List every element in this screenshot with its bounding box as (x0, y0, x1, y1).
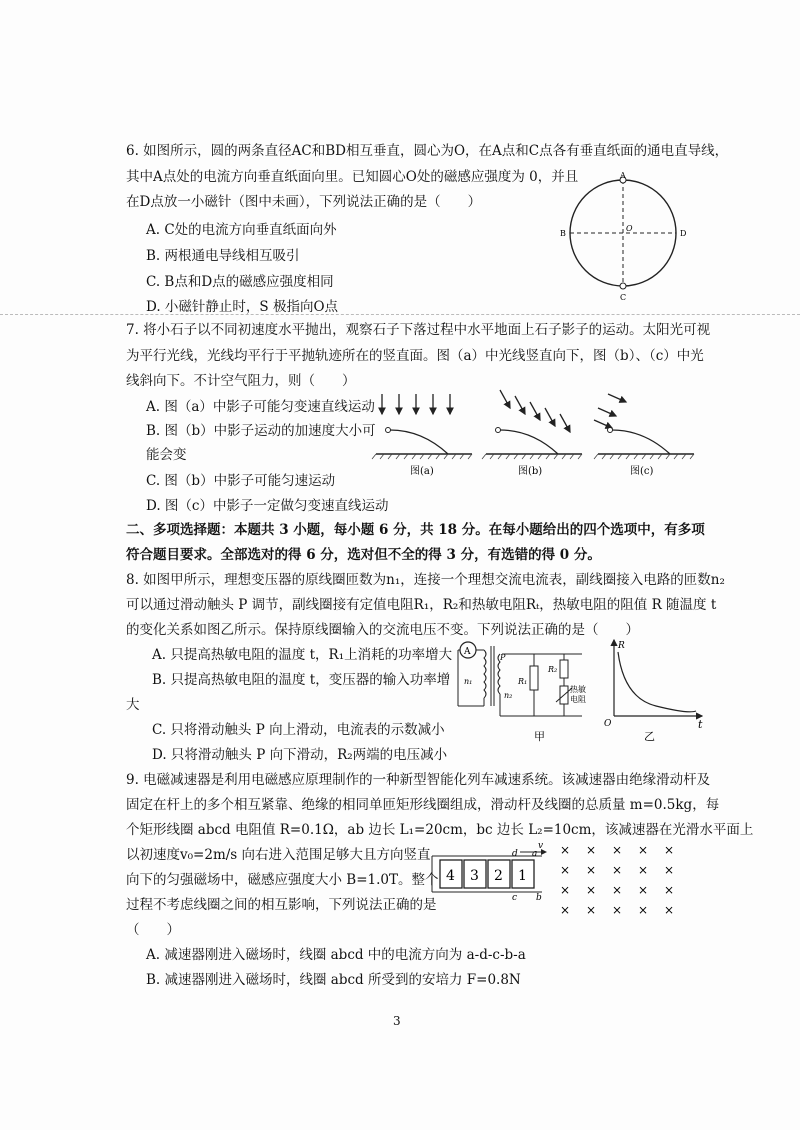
primary-coil (484, 650, 486, 698)
scan-fold-line (0, 314, 800, 316)
q8-stem-line-1: 8. 如图甲所示，理想变压器的原线圈匝数为n₁，连接一个理想交流电流表，副线圈接入电路的匝数n₂ (126, 572, 725, 588)
svg-text:×: × (586, 883, 597, 897)
q8-option-a: A. 只提高热敏电阻的温度 t，R₁上消耗的功率增大 (152, 647, 453, 663)
q6-stem-line-1: 6. 如图所示，圆的两条直径AC和BD相互垂直，圆心为O，在A点和C点各有垂直纸面的通电直导线， (126, 143, 729, 159)
section2-heading-line-2: 符合题目要求。全部选对的得 6 分，选对但不全的得 3 分，有选错的得 0 分。 (126, 547, 601, 563)
label-o: O (626, 224, 633, 233)
svg-text:×: × (560, 863, 571, 877)
svg-text:×: × (612, 903, 623, 917)
vertex-a-label: a (532, 849, 538, 859)
svg-text:×: × (638, 883, 649, 897)
r-axis-label: R (618, 641, 625, 651)
q9-stem-line-2: 固定在杆上的多个相互紧靠、绝缘的相同单匝矩形线圈组成，滑动杆及线圈的总质量 m=0.5kg，每 (126, 797, 720, 813)
q8-option-c: C. 只将滑动触头 P 向上滑动，电流表的示数减小 (152, 722, 445, 738)
q7-stem-line-3: 线斜向下。不计空气阻力，则（ ） (126, 373, 356, 389)
svg-text:×: × (664, 903, 675, 917)
q6-option-c: C. B点和D点的磁感应强度相同 (146, 274, 334, 290)
q7-option-d: D. 图（c）中影子一定做匀变速直线运动 (146, 498, 389, 514)
coil-4-label: 4 (446, 868, 455, 884)
q8-stem-line-2: 可以通过滑动触头 P 调节，副线圈接有定值电阻R₁，R₂和热敏电阻Rₜ，热敏电阻的阻值 R 随温度 t (126, 597, 717, 613)
figure-b (482, 390, 582, 477)
n1-label: n₁ (464, 677, 473, 686)
resistor-label: 电阻 (570, 695, 586, 704)
t-axis-label: t (698, 718, 703, 731)
r1-label: R₁ (518, 677, 528, 686)
q8-circuit-figure-jia (452, 636, 592, 756)
label-b: B (560, 229, 566, 238)
q8-graph-figure-yi (600, 636, 710, 756)
q8-option-b-cont: 大 (126, 697, 140, 713)
label-d: D (680, 229, 687, 238)
q9-decelerator-figure (428, 840, 700, 916)
caption-a: 图(a) (410, 466, 434, 477)
velocity-label: v (538, 841, 544, 851)
q6-option-a: A. C处的电流方向垂直纸面向外 (146, 222, 337, 238)
q9-stem-line-7: （ ） (126, 922, 180, 938)
q7-option-c: C. 图（b）中影子可能匀速运动 (146, 473, 336, 489)
figure-c (594, 394, 694, 477)
q6-circle-figure (560, 171, 700, 304)
figure-jia-caption: 甲 (534, 730, 545, 743)
svg-text:×: × (586, 863, 597, 877)
svg-text:×: × (664, 883, 675, 897)
coil-2-label: 2 (494, 868, 503, 884)
q6-stem-line-2: 其中A点处的电流方向垂直纸面向里。已知圆心O处的磁感应强度为 0，并且 (126, 169, 579, 185)
caption-b: 图(b) (518, 466, 543, 477)
q8-option-d: D. 只将滑动触头 P 向下滑动，R₂两端的电压减小 (152, 747, 448, 763)
svg-text:×: × (560, 843, 571, 857)
magnetic-field-x-marks (560, 843, 674, 917)
page-number: 3 (393, 1014, 401, 1028)
svg-text:×: × (638, 863, 649, 877)
q6-option-b: B. 两根通电导线相互吸引 (146, 248, 300, 264)
r1-resistor (530, 666, 538, 690)
figure-yi-caption: 乙 (644, 730, 655, 743)
q9-stem-line-5: 向下的匀强磁场中，磁感应强度大小 B=1.0T。整个 (126, 872, 439, 888)
q9-stem-line-4: 以初速度v₀=2m/s 向右进入范围足够大且方向竖直 (126, 847, 431, 863)
caption-c: 图(c) (630, 466, 654, 477)
q7-shadow-figures (372, 386, 702, 478)
q9-stem-line-1: 9. 电磁减速器是利用电磁感应原理制作的一种新型智能化列车减速系统。该减速器由绝缘滑动杆及 (126, 772, 711, 788)
vertex-d-label: d (512, 849, 518, 859)
coil-3-label: 3 (470, 868, 479, 884)
section2-heading-line-1: 二、多项选择题：本题共 3 小题，每小题 6 分，共 18 分。在每小题给出的四个选项中，有多项 (126, 522, 705, 538)
wire-c-icon (620, 283, 626, 289)
svg-text:×: × (638, 903, 649, 917)
svg-text:×: × (560, 903, 571, 917)
label-a: A (620, 171, 626, 180)
q7-option-a: A. 图（a）中影子可能匀变速直线运动 (146, 399, 375, 415)
q7-stem-line-1: 7. 将小石子以不同初速度水平抛出，观察石子下落过程中水平地面上石子影子的运动。太阳光可视 (126, 322, 711, 338)
q9-option-b: B. 减速器刚进入磁场时，线圈 abcd 所受到的安培力 F=0.8N (146, 972, 521, 988)
svg-text:×: × (612, 883, 623, 897)
q9-option-a: A. 减速器刚进入磁场时，线圈 abcd 中的电流方向为 a-d-c-b-a (146, 947, 526, 963)
ammeter-label: A (464, 647, 471, 657)
q7-stem-line-2: 为平行光线，光线均平行于平抛轨迹所在的竖直面。图（a）中光线竖直向下，图（b）、（c）中光 (126, 348, 704, 364)
label-c: C (620, 293, 627, 302)
q8-option-b: B. 只提高热敏电阻的温度 t，变压器的输入功率增 (152, 672, 451, 688)
q7-option-b-cont: 能会变 (146, 447, 187, 463)
svg-text:×: × (612, 863, 623, 877)
q8-stem-line-3: 的变化关系如图乙所示。保持原线圈输入的交流电压不变。下列说法正确的是（ ） (126, 622, 639, 638)
vertex-c-label: c (512, 893, 518, 903)
slider-p-label: P (500, 653, 506, 662)
figure-a (372, 394, 472, 477)
q6-option-d: D. 小磁针静止时，S 极指向O点 (146, 299, 339, 315)
svg-text:×: × (612, 843, 623, 857)
svg-text:×: × (586, 903, 597, 917)
svg-text:×: × (586, 843, 597, 857)
q9-stem-line-3: 个矩形线圈 abcd 电阻值 R=0.1Ω，ab 边长 L₁=20cm，bc 边长 L₂=10cm，该减速器在光滑水平面上 (126, 822, 754, 838)
svg-text:×: × (638, 843, 649, 857)
q9-stem-line-6: 过程不考虑线圈之间的相互影响，下列说法正确的是 (126, 897, 437, 913)
q7-option-b: B. 图（b）中影子运动的加速度大小可 (146, 423, 376, 439)
coil-1-label: 1 (518, 868, 527, 884)
svg-text:×: × (664, 863, 675, 877)
r2-resistor (560, 660, 568, 678)
n2-label: n₂ (504, 691, 513, 700)
svg-text:×: × (664, 843, 675, 857)
r-t-curve (618, 652, 696, 712)
svg-text:×: × (560, 883, 571, 897)
thermistor-label: 热敏 (570, 685, 586, 694)
q6-stem-line-3: 在D点放一小磁针（图中未画），下列说法正确的是（ ） (126, 194, 482, 210)
vertex-b-label: b (536, 893, 542, 903)
origin-label: O (604, 719, 612, 729)
r2-label: R₂ (548, 665, 558, 674)
